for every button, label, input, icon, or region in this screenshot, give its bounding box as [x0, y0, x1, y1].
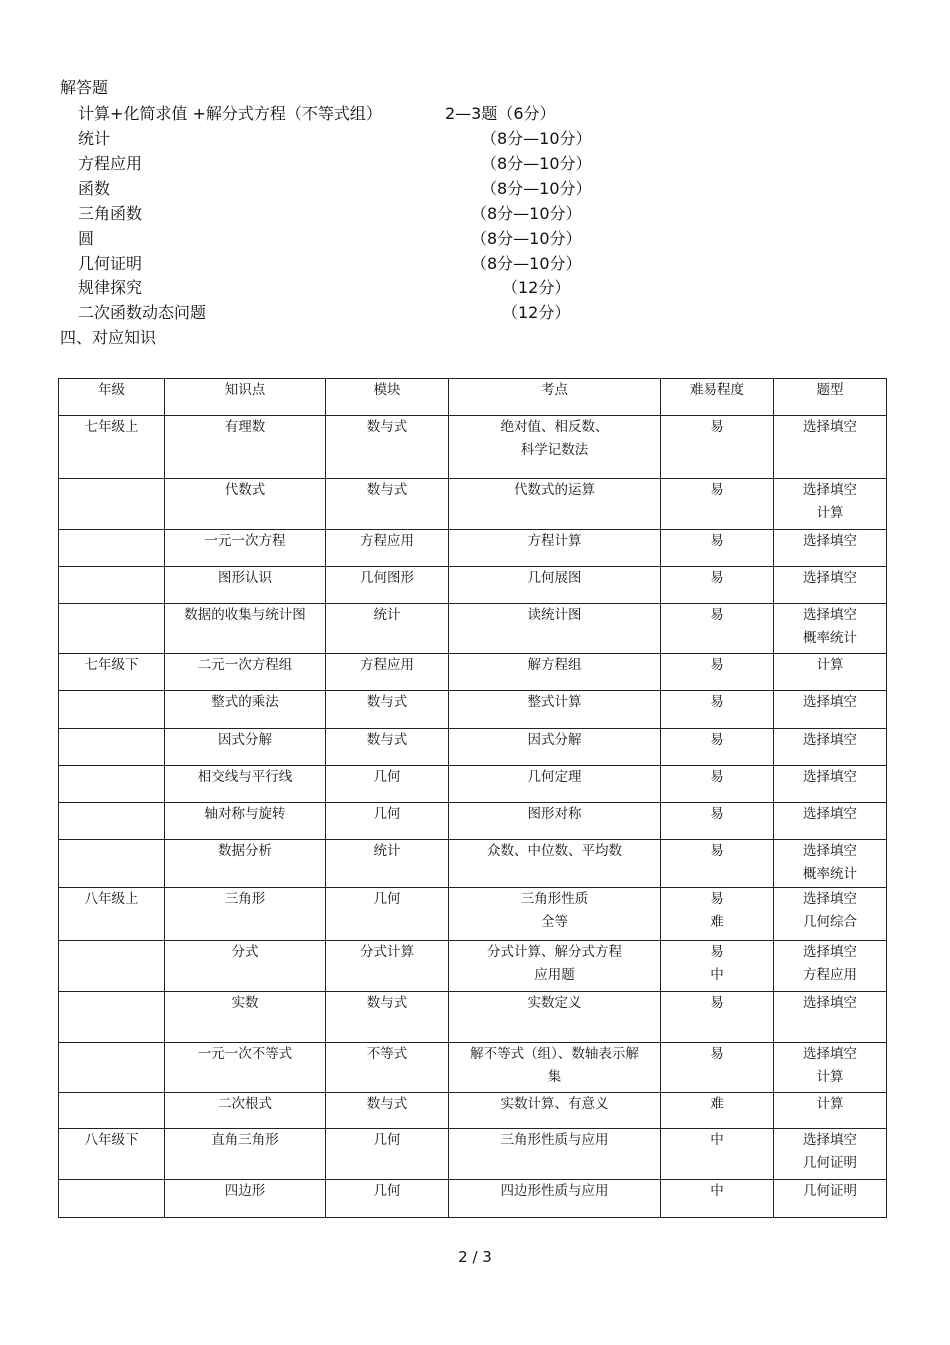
table-row [59, 1043, 887, 1093]
cell-knowledge-point: 分式 [165, 941, 326, 992]
cell-question-type [774, 729, 887, 766]
table-row [59, 691, 887, 729]
cell-question-type-line: 选择填空 [803, 995, 857, 1011]
cell-difficulty-line: 易 [710, 533, 724, 549]
knowledge-section-title: 四、对应知识 [60, 328, 157, 347]
cell-question-type [774, 992, 887, 1043]
cell-exam-point [449, 941, 661, 992]
cell-exam-point [449, 766, 661, 803]
cell-exam-point-line: 实数计算、有意义 [500, 1096, 609, 1112]
question-type-score: （8分—10分） [481, 179, 592, 198]
cell-knowledge-point: 数据的收集与统计图 [165, 604, 326, 654]
question-type-item [78, 102, 638, 126]
cell-difficulty-line: 易 [710, 995, 724, 1011]
table-header-row [59, 379, 887, 416]
cell-question-type [774, 840, 887, 888]
cell-question-type-line: 概率统计 [803, 630, 857, 646]
question-type-label: 规律探究 [78, 278, 143, 297]
cell-knowledge-point: 代数式 [165, 479, 326, 530]
question-type-item [78, 202, 638, 226]
cell-module: 几何 [326, 803, 449, 840]
cell-question-type-line: 选择填空 [803, 944, 857, 960]
cell-question-type [774, 567, 887, 604]
cell-difficulty-line: 易 [710, 806, 724, 822]
page-number: 2 / 3 [458, 1248, 492, 1266]
cell-question-type-line: 选择填空 [803, 419, 857, 435]
cell-difficulty-line: 易 [710, 769, 724, 785]
cell-exam-point-line: 集 [547, 1069, 562, 1085]
cell-exam-point [449, 691, 661, 729]
cell-module: 数与式 [326, 1093, 449, 1129]
cell-knowledge-point: 一元一次不等式 [165, 1043, 326, 1093]
cell-question-type [774, 1093, 887, 1129]
header-question-type: 题型 [774, 379, 887, 416]
table-row [59, 1093, 887, 1129]
cell-exam-point [449, 803, 661, 840]
table-row [59, 567, 887, 604]
cell-difficulty [661, 530, 774, 567]
header-module: 模块 [326, 379, 449, 416]
cell-question-type-line: 选择填空 [803, 533, 857, 549]
cell-knowledge-point: 四边形 [165, 1180, 326, 1218]
cell-exam-point [449, 729, 661, 766]
cell-difficulty [661, 766, 774, 803]
cell-grade [59, 530, 165, 567]
cell-exam-point-line: 绝对值、相反数、 [500, 419, 609, 435]
cell-question-type-line: 几何综合 [803, 914, 857, 930]
table-row [59, 654, 887, 691]
question-type-score: （8分—10分） [481, 129, 592, 148]
cell-module: 几何 [326, 1129, 449, 1180]
table-row [59, 729, 887, 766]
cell-question-type-line: 选择填空 [803, 891, 857, 907]
cell-grade [59, 479, 165, 530]
cell-module: 数与式 [326, 416, 449, 479]
table-row [59, 840, 887, 888]
cell-difficulty-line: 易 [710, 891, 724, 907]
cell-difficulty [661, 604, 774, 654]
cell-module: 方程应用 [326, 654, 449, 691]
cell-knowledge-point: 轴对称与旋转 [165, 803, 326, 840]
cell-exam-point-line: 几何展图 [527, 570, 582, 586]
cell-difficulty [661, 416, 774, 479]
cell-question-type [774, 941, 887, 992]
cell-difficulty-line: 易 [710, 570, 724, 586]
cell-exam-point-line: 实数定义 [527, 995, 582, 1011]
cell-knowledge-point: 三角形 [165, 888, 326, 941]
cell-difficulty [661, 888, 774, 941]
cell-question-type [774, 691, 887, 729]
cell-exam-point-line: 方程计算 [527, 533, 582, 549]
cell-difficulty [661, 840, 774, 888]
cell-knowledge-point: 一元一次方程 [165, 530, 326, 567]
table-row [59, 1129, 887, 1180]
cell-exam-point [449, 1093, 661, 1129]
cell-exam-point-line: 众数、中位数、平均数 [487, 843, 622, 859]
cell-exam-point [449, 1043, 661, 1093]
table-row [59, 766, 887, 803]
question-type-score: （12分） [502, 303, 571, 322]
cell-question-type [774, 1043, 887, 1093]
cell-knowledge-point: 相交线与平行线 [165, 766, 326, 803]
question-type-label: 几何证明 [78, 254, 143, 273]
cell-grade: 七年级下 [59, 654, 165, 691]
cell-grade: 八年级上 [59, 888, 165, 941]
cell-grade [59, 567, 165, 604]
cell-question-type [774, 1180, 887, 1218]
cell-question-type-line: 选择填空 [803, 769, 857, 785]
question-type-label: 圆 [78, 229, 95, 248]
cell-question-type [774, 530, 887, 567]
cell-exam-point-line: 解方程组 [527, 657, 582, 673]
cell-difficulty-line: 中 [710, 1132, 724, 1148]
cell-exam-point-line: 应用题 [534, 967, 575, 983]
cell-question-type [774, 766, 887, 803]
question-type-score: （12分） [502, 278, 571, 297]
cell-exam-point-line: 分式计算、解分式方程 [487, 944, 622, 960]
question-type-label: 方程应用 [78, 154, 143, 173]
question-type-score: 2—3题（6分） [445, 104, 556, 123]
cell-difficulty [661, 803, 774, 840]
cell-question-type-line: 计算 [816, 1096, 844, 1112]
cell-difficulty [661, 941, 774, 992]
cell-module: 数与式 [326, 729, 449, 766]
cell-difficulty-line: 难 [710, 1096, 724, 1112]
table-row [59, 941, 887, 992]
cell-exam-point-line: 因式分解 [527, 732, 582, 748]
cell-difficulty [661, 729, 774, 766]
cell-knowledge-point: 图形认识 [165, 567, 326, 604]
cell-difficulty-line: 易 [710, 732, 724, 748]
cell-exam-point [449, 840, 661, 888]
cell-difficulty [661, 1043, 774, 1093]
cell-grade [59, 1043, 165, 1093]
question-type-score: （8分—10分） [471, 254, 582, 273]
cell-exam-point-line: 读统计图 [527, 607, 582, 623]
cell-module: 几何 [326, 888, 449, 941]
cell-module: 统计 [326, 840, 449, 888]
cell-exam-point-line: 科学记数法 [520, 442, 589, 458]
cell-exam-point [449, 604, 661, 654]
cell-module: 数与式 [326, 479, 449, 530]
cell-difficulty-line: 易 [710, 482, 724, 498]
cell-grade [59, 941, 165, 992]
cell-difficulty [661, 1129, 774, 1180]
table-row [59, 992, 887, 1043]
cell-difficulty-line: 易 [710, 419, 724, 435]
question-type-score: （8分—10分） [481, 154, 592, 173]
cell-difficulty [661, 1180, 774, 1218]
cell-question-type [774, 604, 887, 654]
question-type-score: （8分—10分） [471, 229, 582, 248]
cell-exam-point-line: 整式计算 [527, 694, 582, 710]
cell-question-type [774, 1129, 887, 1180]
cell-exam-point [449, 654, 661, 691]
cell-difficulty [661, 479, 774, 530]
cell-module: 几何图形 [326, 567, 449, 604]
cell-exam-point [449, 567, 661, 604]
cell-question-type-line: 选择填空 [803, 607, 857, 623]
cell-question-type-line: 概率统计 [803, 866, 857, 882]
cell-question-type-line: 选择填空 [803, 806, 857, 822]
cell-question-type [774, 803, 887, 840]
cell-question-type-line: 选择填空 [803, 694, 857, 710]
question-type-item [78, 252, 638, 276]
cell-exam-point-line: 四边形性质与应用 [500, 1183, 609, 1199]
cell-module: 统计 [326, 604, 449, 654]
cell-question-type-line: 计算 [816, 657, 844, 673]
cell-question-type-line: 几何证明 [803, 1183, 857, 1199]
cell-exam-point [449, 416, 661, 479]
cell-module: 几何 [326, 1180, 449, 1218]
cell-knowledge-point: 因式分解 [165, 729, 326, 766]
cell-question-type-line: 选择填空 [803, 1132, 857, 1148]
cell-exam-point-line: 代数式的运算 [514, 482, 595, 498]
table-row [59, 479, 887, 530]
cell-question-type [774, 479, 887, 530]
question-type-label: 统计 [78, 129, 111, 148]
cell-grade [59, 691, 165, 729]
answer-section-title: 解答题 [60, 78, 109, 97]
cell-exam-point-line: 图形对称 [527, 806, 582, 822]
cell-question-type [774, 888, 887, 941]
cell-question-type-line: 计算 [816, 1069, 844, 1085]
cell-exam-point-line: 三角形性质与应用 [500, 1132, 609, 1148]
question-type-label: 二次函数动态问题 [78, 303, 207, 322]
cell-exam-point [449, 1129, 661, 1180]
cell-grade: 八年级下 [59, 1129, 165, 1180]
cell-difficulty-line: 易 [710, 694, 724, 710]
cell-exam-point [449, 888, 661, 941]
cell-question-type-line: 选择填空 [803, 732, 857, 748]
cell-difficulty-line: 易 [710, 944, 724, 960]
question-type-label: 函数 [78, 179, 111, 198]
cell-difficulty-line: 易 [710, 607, 724, 623]
cell-module: 数与式 [326, 691, 449, 729]
header-knowledge-point: 知识点 [165, 379, 326, 416]
table-row [59, 888, 887, 941]
cell-module: 方程应用 [326, 530, 449, 567]
cell-grade [59, 992, 165, 1043]
cell-exam-point-line: 三角形性质 [520, 891, 589, 907]
cell-grade [59, 729, 165, 766]
cell-grade [59, 840, 165, 888]
cell-exam-point-line: 几何定理 [527, 769, 582, 785]
cell-question-type-line: 选择填空 [803, 482, 857, 498]
header-exam-point: 考点 [449, 379, 661, 416]
cell-difficulty [661, 567, 774, 604]
cell-difficulty-line: 易 [710, 657, 724, 673]
cell-module: 几何 [326, 766, 449, 803]
cell-grade [59, 604, 165, 654]
cell-difficulty [661, 1093, 774, 1129]
cell-knowledge-point: 二次根式 [165, 1093, 326, 1129]
cell-question-type-line: 选择填空 [803, 570, 857, 586]
cell-question-type-line: 选择填空 [803, 1046, 857, 1062]
table-row [59, 416, 887, 479]
cell-difficulty-line: 易 [710, 1046, 724, 1062]
cell-grade: 七年级上 [59, 416, 165, 479]
cell-difficulty-line: 中 [710, 1183, 724, 1199]
cell-question-type-line: 方程应用 [803, 967, 857, 983]
question-type-item [78, 127, 638, 151]
cell-exam-point [449, 1180, 661, 1218]
cell-question-type [774, 654, 887, 691]
cell-knowledge-point: 数据分析 [165, 840, 326, 888]
cell-difficulty [661, 691, 774, 729]
header-grade: 年级 [59, 379, 165, 416]
table-row [59, 803, 887, 840]
cell-difficulty-line: 易 [710, 843, 724, 859]
cell-grade [59, 1093, 165, 1129]
cell-knowledge-point: 实数 [165, 992, 326, 1043]
question-type-item [78, 276, 638, 300]
cell-question-type [774, 416, 887, 479]
cell-exam-point [449, 479, 661, 530]
cell-difficulty-line: 中 [710, 967, 724, 983]
question-type-label: 计算+化简求值 +解分式方程（不等式组） [78, 104, 382, 123]
question-type-item [78, 301, 638, 325]
cell-knowledge-point: 有理数 [165, 416, 326, 479]
question-type-score: （8分—10分） [471, 204, 582, 223]
cell-grade [59, 803, 165, 840]
cell-difficulty [661, 992, 774, 1043]
question-type-item [78, 177, 638, 201]
table-row [59, 530, 887, 567]
cell-module: 不等式 [326, 1043, 449, 1093]
cell-grade [59, 1180, 165, 1218]
cell-question-type-line: 选择填空 [803, 843, 857, 859]
question-type-item [78, 152, 638, 176]
table-row [59, 604, 887, 654]
cell-difficulty-line: 难 [710, 914, 724, 930]
cell-exam-point [449, 530, 661, 567]
question-type-label: 三角函数 [78, 204, 143, 223]
question-type-item [78, 227, 638, 251]
cell-grade [59, 766, 165, 803]
cell-knowledge-point: 二元一次方程组 [165, 654, 326, 691]
cell-exam-point [449, 992, 661, 1043]
cell-difficulty [661, 654, 774, 691]
cell-module: 分式计算 [326, 941, 449, 992]
cell-question-type-line: 计算 [816, 505, 844, 521]
cell-module: 数与式 [326, 992, 449, 1043]
knowledge-table [58, 378, 887, 1218]
cell-exam-point-line: 解不等式（组）、数轴表示解 [470, 1046, 639, 1062]
cell-knowledge-point: 直角三角形 [165, 1129, 326, 1180]
cell-knowledge-point: 整式的乘法 [165, 691, 326, 729]
header-difficulty: 难易程度 [661, 379, 774, 416]
table-row [59, 1180, 887, 1218]
cell-question-type-line: 几何证明 [803, 1155, 857, 1171]
cell-exam-point-line: 全等 [541, 914, 568, 930]
